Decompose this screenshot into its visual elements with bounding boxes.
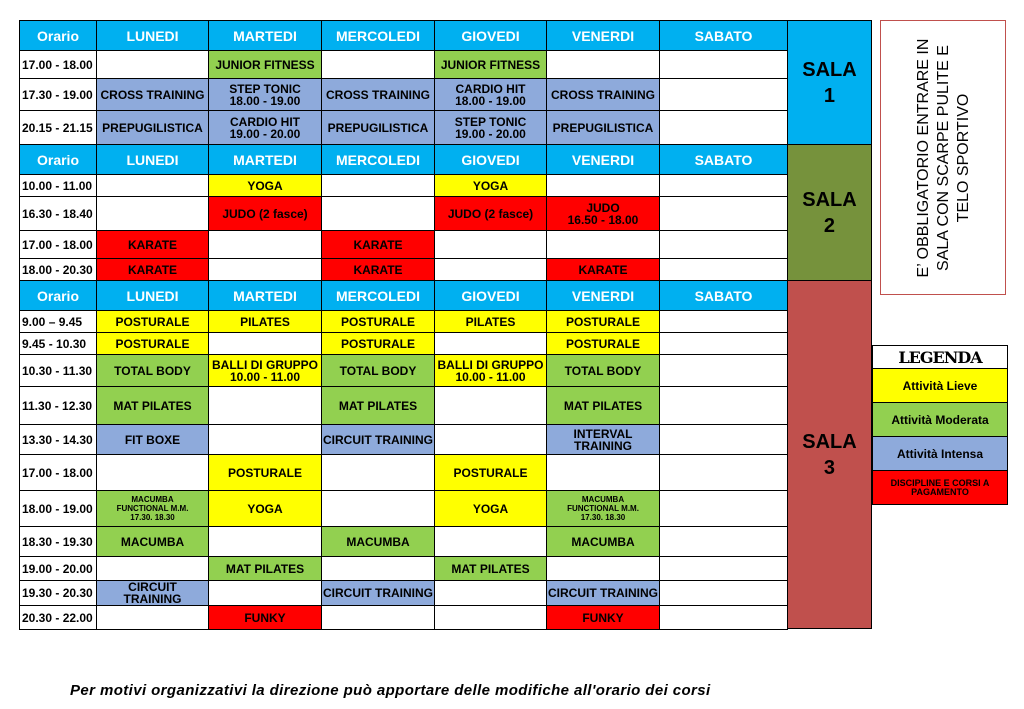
legend-title: LEGENDA xyxy=(873,346,1008,369)
room-label-sala-3 xyxy=(787,280,872,629)
time-slot: 17.00 - 18.00 xyxy=(20,455,97,491)
class-cell: KARATE xyxy=(322,259,435,281)
empty-cell xyxy=(435,259,547,281)
class-cell: MAT PILATES xyxy=(97,387,209,425)
day-header-martedi: MARTEDI xyxy=(209,21,322,51)
class-cell: JUDO (2 fasce) xyxy=(435,197,547,231)
empty-cell xyxy=(660,557,788,581)
day-header-sabato: SABATO xyxy=(660,145,788,175)
day-header-giovedi: GIOVEDI xyxy=(435,281,547,311)
empty-cell xyxy=(660,175,788,197)
schedule-row xyxy=(20,79,788,111)
class-cell: POSTURALE xyxy=(322,311,435,333)
empty-cell xyxy=(322,51,435,79)
day-header-row xyxy=(20,21,788,51)
time-slot: 16.30 - 18.40 xyxy=(20,197,97,231)
day-header-venerdi: VENERDI xyxy=(547,145,660,175)
legend-item-light: Attività Lieve xyxy=(873,369,1008,403)
class-cell: JUNIOR FITNESS xyxy=(209,51,322,79)
class-cell: CIRCUIT TRAINING xyxy=(547,581,660,606)
day-header-martedi: MARTEDI xyxy=(209,145,322,175)
time-slot: 9.00 – 9.45 xyxy=(20,311,97,333)
time-slot: 17.00 - 18.00 xyxy=(20,51,97,79)
empty-cell xyxy=(209,231,322,259)
class-cell: POSTURALE xyxy=(97,311,209,333)
class-cell: CIRCUIT TRAINING xyxy=(97,581,209,606)
empty-cell xyxy=(660,231,788,259)
time-header: Orario xyxy=(20,21,97,51)
time-slot: 18.00 - 20.30 xyxy=(20,259,97,281)
empty-cell xyxy=(547,557,660,581)
time-slot: 10.00 - 11.00 xyxy=(20,175,97,197)
day-header-mercoledi: MERCOLEDI xyxy=(322,281,435,311)
class-cell: MACUMBA FUNCTIONAL M.M. 17.30. 18.30 xyxy=(547,491,660,527)
schedule-row xyxy=(20,527,788,557)
time-slot: 19.30 - 20.30 xyxy=(20,581,97,606)
room-name: SALA 3 xyxy=(802,430,857,479)
day-header-sabato: SABATO xyxy=(660,281,788,311)
class-cell: MAT PILATES xyxy=(435,557,547,581)
day-header-venerdi: VENERDI xyxy=(547,21,660,51)
class-cell: POSTURALE xyxy=(97,333,209,355)
schedule-row xyxy=(20,425,788,455)
class-cell: MAT PILATES xyxy=(322,387,435,425)
class-cell: POSTURALE xyxy=(435,455,547,491)
empty-cell xyxy=(97,197,209,231)
schedule-row xyxy=(20,581,788,606)
legend-item-paid: DISCIPLINE E CORSI A PAGAMENTO xyxy=(873,471,1008,505)
schedule-row xyxy=(20,491,788,527)
empty-cell xyxy=(660,425,788,455)
class-cell: PILATES xyxy=(435,311,547,333)
schedule-table xyxy=(19,20,788,630)
class-cell: MACUMBA FUNCTIONAL M.M. 17.30. 18.30 xyxy=(97,491,209,527)
room-name: SALA 2 xyxy=(802,188,857,237)
empty-cell xyxy=(660,197,788,231)
schedule-row xyxy=(20,231,788,259)
empty-cell xyxy=(97,175,209,197)
empty-cell xyxy=(209,259,322,281)
class-cell: TOTAL BODY xyxy=(547,355,660,387)
class-cell: MAT PILATES xyxy=(209,557,322,581)
day-header-row xyxy=(20,281,788,311)
schedule-row xyxy=(20,51,788,79)
class-cell: CARDIO HIT 18.00 - 19.00 xyxy=(435,79,547,111)
schedule-row xyxy=(20,355,788,387)
empty-cell xyxy=(209,333,322,355)
class-cell: MACUMBA xyxy=(322,527,435,557)
class-cell: JUNIOR FITNESS xyxy=(435,51,547,79)
room-label-sala-1 xyxy=(787,20,872,145)
schedule-row xyxy=(20,333,788,355)
empty-cell xyxy=(547,231,660,259)
time-slot: 11.30 - 12.30 xyxy=(20,387,97,425)
class-cell: YOGA xyxy=(435,491,547,527)
class-cell: KARATE xyxy=(322,231,435,259)
room-label-sala-2 xyxy=(787,144,872,281)
empty-cell xyxy=(660,259,788,281)
class-cell: PREPUGILISTICA xyxy=(322,111,435,145)
empty-cell xyxy=(322,606,435,630)
class-cell: CARDIO HIT 19.00 - 20.00 xyxy=(209,111,322,145)
day-header-mercoledi: MERCOLEDI xyxy=(322,21,435,51)
empty-cell xyxy=(209,527,322,557)
time-header: Orario xyxy=(20,145,97,175)
class-cell: YOGA xyxy=(435,175,547,197)
time-slot: 17.00 - 18.00 xyxy=(20,231,97,259)
empty-cell xyxy=(660,491,788,527)
class-cell: POSTURALE xyxy=(547,333,660,355)
day-header-row xyxy=(20,145,788,175)
class-cell: STEP TONIC 18.00 - 19.00 xyxy=(209,79,322,111)
empty-cell xyxy=(660,51,788,79)
footer-note: Per motivi organizzativi la direzione può apportare delle modifiche all'orario dei corsi xyxy=(70,682,711,699)
empty-cell xyxy=(209,387,322,425)
time-slot: 10.30 - 11.30 xyxy=(20,355,97,387)
empty-cell xyxy=(660,581,788,606)
class-cell: CROSS TRAINING xyxy=(322,79,435,111)
empty-cell xyxy=(660,311,788,333)
schedule-row xyxy=(20,557,788,581)
empty-cell xyxy=(97,606,209,630)
empty-cell xyxy=(322,175,435,197)
day-header-giovedi: GIOVEDI xyxy=(435,145,547,175)
empty-cell xyxy=(660,355,788,387)
empty-cell xyxy=(547,51,660,79)
schedule-row xyxy=(20,111,788,145)
class-cell: KARATE xyxy=(97,231,209,259)
notice-box xyxy=(880,20,1006,295)
day-header-lunedi: LUNEDI xyxy=(97,21,209,51)
schedule-row xyxy=(20,387,788,425)
class-cell: PREPUGILISTICA xyxy=(547,111,660,145)
class-cell: MACUMBA xyxy=(547,527,660,557)
schedule-row xyxy=(20,311,788,333)
time-slot: 18.30 - 19.30 xyxy=(20,527,97,557)
empty-cell xyxy=(660,387,788,425)
empty-cell xyxy=(660,527,788,557)
empty-cell xyxy=(660,333,788,355)
empty-cell xyxy=(660,455,788,491)
class-cell: MAT PILATES xyxy=(547,387,660,425)
class-cell: POSTURALE xyxy=(322,333,435,355)
class-cell: INTERVAL TRAINING xyxy=(547,425,660,455)
time-slot: 19.00 - 20.00 xyxy=(20,557,97,581)
empty-cell xyxy=(209,581,322,606)
empty-cell xyxy=(660,111,788,145)
empty-cell xyxy=(97,51,209,79)
day-header-lunedi: LUNEDI xyxy=(97,281,209,311)
class-cell: JUDO (2 fasce) xyxy=(209,197,322,231)
empty-cell xyxy=(209,425,322,455)
empty-cell xyxy=(660,606,788,630)
time-slot: 9.45 - 10.30 xyxy=(20,333,97,355)
class-cell: POSTURALE xyxy=(209,455,322,491)
class-cell: KARATE xyxy=(97,259,209,281)
class-cell: CROSS TRAINING xyxy=(97,79,209,111)
empty-cell xyxy=(322,491,435,527)
empty-cell xyxy=(97,455,209,491)
class-cell: BALLI DI GRUPPO 10.00 - 11.00 xyxy=(209,355,322,387)
schedule-row xyxy=(20,606,788,630)
empty-cell xyxy=(97,557,209,581)
empty-cell xyxy=(435,425,547,455)
schedule-row xyxy=(20,197,788,231)
time-slot: 20.30 - 22.00 xyxy=(20,606,97,630)
empty-cell xyxy=(435,231,547,259)
time-header: Orario xyxy=(20,281,97,311)
time-slot: 18.00 - 19.00 xyxy=(20,491,97,527)
time-slot: 20.15 - 21.15 xyxy=(20,111,97,145)
time-slot: 13.30 - 14.30 xyxy=(20,425,97,455)
empty-cell xyxy=(547,455,660,491)
day-header-mercoledi: MERCOLEDI xyxy=(322,145,435,175)
class-cell: STEP TONIC 19.00 - 20.00 xyxy=(435,111,547,145)
class-cell: BALLI DI GRUPPO 10.00 - 11.00 xyxy=(435,355,547,387)
class-cell: TOTAL BODY xyxy=(97,355,209,387)
class-cell: JUDO 16.50 - 18.00 xyxy=(547,197,660,231)
room-name: SALA 1 xyxy=(802,58,857,107)
legend-item-intense: Attività Intensa xyxy=(873,437,1008,471)
class-cell: KARATE xyxy=(547,259,660,281)
class-cell: PREPUGILISTICA xyxy=(97,111,209,145)
day-header-lunedi: LUNEDI xyxy=(97,145,209,175)
schedule-row xyxy=(20,455,788,491)
class-cell: FUNKY xyxy=(547,606,660,630)
notice-text: E’ OBBLIGATORIO ENTRARE IN SALA CON SCARPE PULITE E TELO SPORTIVO xyxy=(915,38,972,278)
empty-cell xyxy=(660,79,788,111)
empty-cell xyxy=(435,606,547,630)
class-cell: CROSS TRAINING xyxy=(547,79,660,111)
class-cell: PILATES xyxy=(209,311,322,333)
empty-cell xyxy=(322,455,435,491)
class-cell: YOGA xyxy=(209,491,322,527)
class-cell: POSTURALE xyxy=(547,311,660,333)
day-header-martedi: MARTEDI xyxy=(209,281,322,311)
class-cell: FUNKY xyxy=(209,606,322,630)
empty-cell xyxy=(435,333,547,355)
day-header-sabato: SABATO xyxy=(660,21,788,51)
time-slot: 17.30 - 19.00 xyxy=(20,79,97,111)
empty-cell xyxy=(435,387,547,425)
class-cell: TOTAL BODY xyxy=(322,355,435,387)
class-cell: FIT BOXE xyxy=(97,425,209,455)
class-cell: CIRCUIT TRAINING xyxy=(322,581,435,606)
schedule-row xyxy=(20,259,788,281)
empty-cell xyxy=(435,581,547,606)
legend xyxy=(872,345,1008,505)
class-cell: CIRCUIT TRAINING xyxy=(322,425,435,455)
legend-item-moderate: Attività Moderata xyxy=(873,403,1008,437)
schedule-row xyxy=(20,175,788,197)
class-cell: YOGA xyxy=(209,175,322,197)
day-header-giovedi: GIOVEDI xyxy=(435,21,547,51)
empty-cell xyxy=(322,197,435,231)
empty-cell xyxy=(322,557,435,581)
class-cell: MACUMBA xyxy=(97,527,209,557)
day-header-venerdi: VENERDI xyxy=(547,281,660,311)
empty-cell xyxy=(547,175,660,197)
empty-cell xyxy=(435,527,547,557)
